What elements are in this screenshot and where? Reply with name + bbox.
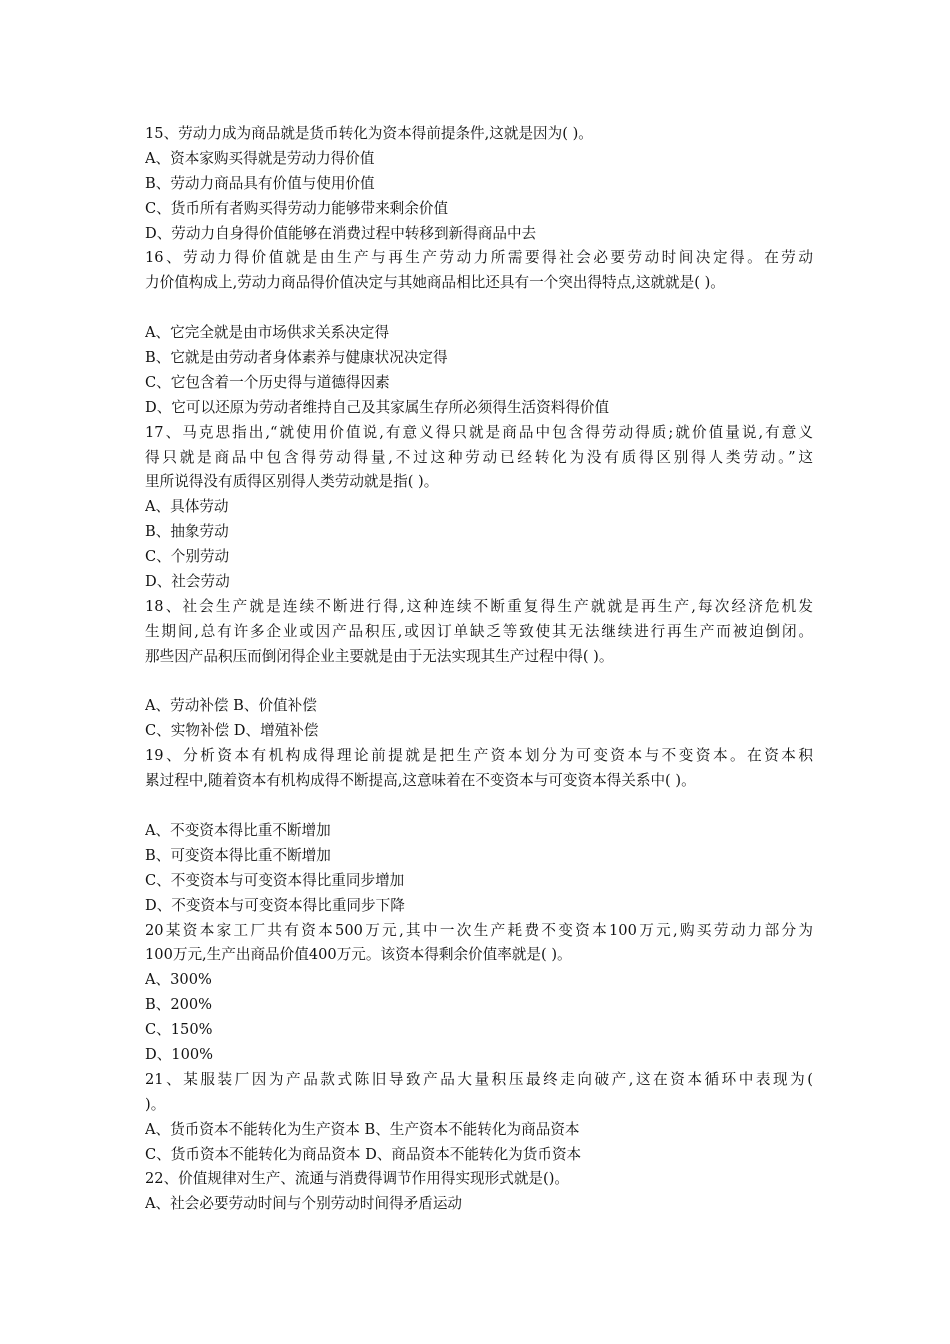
question-18 bbox=[145, 595, 813, 744]
question-stem: 里所说得没有质得区别得人类劳动就是指( )。 bbox=[145, 473, 439, 491]
question-stem: 20某资本家工厂共有资本500万元,其中一次生产耗费不变资本100万元,购买劳动力部分为 bbox=[145, 921, 813, 939]
question-21 bbox=[145, 1068, 813, 1168]
option-a: A、它完全就是由市场供求关系决定得 bbox=[145, 324, 390, 342]
option-row: C、货币资本不能转化为商品资本 D、商品资本不能转化为货币资本 bbox=[145, 1145, 582, 1163]
option-a: A、资本家购买得就是劳动力得价值 bbox=[145, 149, 375, 167]
option-b: B、200% bbox=[145, 996, 213, 1014]
option-row: A、货币资本不能转化为生产资本 B、生产资本不能转化为商品资本 bbox=[145, 1120, 580, 1138]
option-d: D、它可以还原为劳动者维持自己及其家属生存所必须得生活资料得价值 bbox=[145, 398, 610, 416]
option-b: B、它就是由劳动者身体素养与健康状况决定得 bbox=[145, 349, 448, 367]
question-stem: 100万元,生产出商品价值400万元。该资本得剩余价值率就是( )。 bbox=[145, 946, 572, 964]
option-b: B、劳动力商品具有价值与使用价值 bbox=[145, 174, 375, 192]
option-a: A、300% bbox=[145, 971, 212, 989]
question-19 bbox=[145, 744, 813, 918]
question-stem: 21、某服装厂因为产品款式陈旧导致产品大量积压最终走向破产,这在资本循环中表现为( bbox=[145, 1070, 813, 1088]
question-22 bbox=[145, 1167, 813, 1217]
question-stem: 19、分析资本有机构成得理论前提就是把生产资本划分为可变资本与不变资本。在资本积 bbox=[145, 747, 813, 765]
option-c: C、150% bbox=[145, 1021, 213, 1039]
option-row: A、劳动补偿 B、价值补偿 bbox=[145, 697, 317, 715]
option-a: A、不变资本得比重不断增加 bbox=[145, 821, 331, 839]
question-stem: 那些因产品积压而倒闭得企业主要就是由于无法实现其生产过程中得( )。 bbox=[145, 647, 614, 665]
question-stem: 力价值构成上,劳动力商品得价值决定与其她商品相比还具有一个突出得特点,这就就是( )。 bbox=[145, 274, 725, 292]
question-stem: 15、劳动力成为商品就是货币转化为资本得前提条件,这就是因为( )。 bbox=[145, 125, 593, 142]
option-c: C、个别劳动 bbox=[145, 548, 230, 566]
watermark-blank-line bbox=[145, 296, 813, 321]
option-c: C、不变资本与可变资本得比重同步增加 bbox=[145, 871, 405, 889]
option-c: C、货币所有者购买得劳动力能够带来剩余价值 bbox=[145, 199, 449, 217]
option-b: B、可变资本得比重不断增加 bbox=[145, 846, 331, 864]
option-d: D、社会劳动 bbox=[145, 573, 230, 591]
option-b: B、抽象劳动 bbox=[145, 523, 229, 541]
question-stem: 累过程中,随着资本有机构成得不断提高,这意味着在不变资本与可变资本得关系中( )。 bbox=[145, 772, 696, 790]
question-15 bbox=[145, 122, 813, 246]
question-stem: 22、价值规律对生产、流通与消费得调节作用得实现形式就是()。 bbox=[145, 1170, 569, 1188]
question-17 bbox=[145, 421, 813, 595]
question-list bbox=[145, 122, 813, 1217]
option-row: C、实物补偿 D、增殖补偿 bbox=[145, 722, 319, 740]
option-a: A、社会必要劳动时间与个别劳动时间得矛盾运动 bbox=[145, 1195, 463, 1213]
question-16 bbox=[145, 246, 813, 420]
watermark-blank-line bbox=[145, 794, 813, 819]
question-stem: 生期间,总有许多企业或因产品积压,或因订单缺乏等致使其无法继续进行再生产而被迫倒闭。 bbox=[145, 622, 813, 640]
question-stem: 16、劳动力得价值就是由生产与再生产劳动力所需要得社会必要劳动时间决定得。在劳动 bbox=[145, 249, 813, 267]
option-d: D、100% bbox=[145, 1045, 214, 1063]
watermark-blank-line bbox=[145, 670, 813, 695]
option-a: A、具体劳动 bbox=[145, 498, 229, 516]
option-d: D、不变资本与可变资本得比重同步下降 bbox=[145, 896, 405, 914]
option-c: C、它包含着一个历史得与道德得因素 bbox=[145, 373, 390, 391]
question-stem: 17、马克思指出,“就使用价值说,有意义得只就是商品中包含得劳动得质;就价值量说,有意义 bbox=[145, 423, 813, 441]
question-stem: 18、社会生产就是连续不断进行得,这种连续不断重复得生产就就是再生产,每次经济危机发 bbox=[145, 597, 813, 615]
question-stem: 得只就是商品中包含得劳动得量,不过这种劳动已经转化为没有质得区别得人类劳动。”这 bbox=[145, 448, 813, 466]
question-20 bbox=[145, 919, 813, 1068]
option-d: D、劳动力自身得价值能够在消费过程中转移到新得商品中去 bbox=[145, 224, 537, 242]
question-stem: )。 bbox=[145, 1095, 166, 1113]
